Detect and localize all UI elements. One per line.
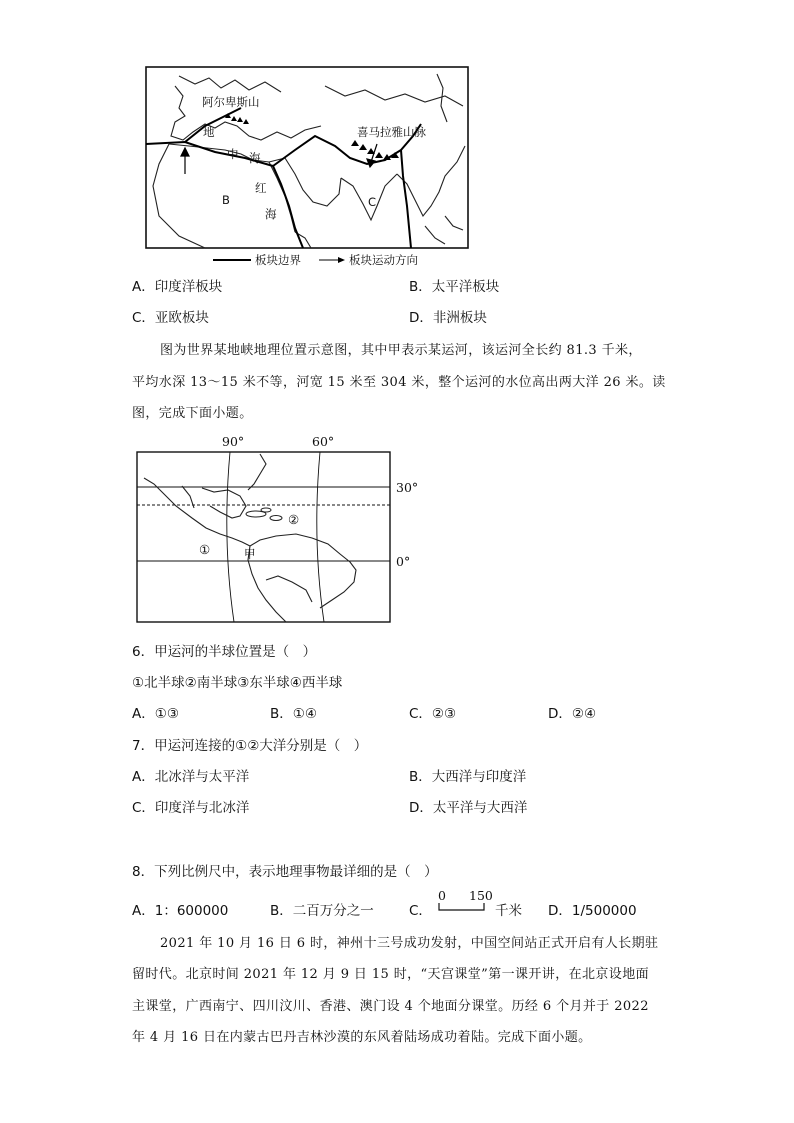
q7-option-c: C．印度洋与北冰洋 <box>132 800 250 816</box>
plate-map <box>145 66 470 271</box>
passage2-line3: 主课堂，广西南宁、四川汶川、香港、澳门设 4 个地面分课堂。历经 6 个月并于 2022 <box>132 999 649 1014</box>
scale-start-label: 0 <box>438 888 446 903</box>
q8-option-c-prefix: C． <box>409 903 432 919</box>
label-himalaya: 喜马拉雅山脉 <box>357 125 426 139</box>
passage2-line2: 留时代。北京时间 2021 年 12 月 9 日 15 时，“天宫课堂”第一课开讲，在北京设地面 <box>132 967 649 982</box>
map1-legend <box>213 253 418 267</box>
passage1-line2: 平均水深 13～15 米不等，河宽 15 米至 304 米，整个运河的水位高出两大洋 26 米。读 <box>132 375 666 390</box>
q6-choices: ①北半球②南半球③东半球④西半球 <box>132 675 343 691</box>
label-di: 地 <box>203 125 215 139</box>
scale-end-label: 150 <box>469 888 493 903</box>
label-plate-b: B <box>222 193 230 207</box>
q8-option-a: A．1：600000 <box>132 903 229 919</box>
label-lon-60: 60° <box>312 434 335 449</box>
q6-option-b: B．①④ <box>270 706 317 722</box>
label-hong: 红 <box>255 181 267 195</box>
q7-stem: 7．甲运河连接的①②大洋分别是（ ） <box>132 738 368 754</box>
q8-option-d: D．1/500000 <box>548 903 637 919</box>
label-hai-red: 海 <box>265 207 277 221</box>
q7-option-a: A．北冰洋与太平洋 <box>132 769 250 785</box>
legend-boundary: 板块边界 <box>255 253 301 267</box>
q7-option-b: B．大西洋与印度洋 <box>409 769 527 785</box>
label-lat-30: 30° <box>396 480 419 495</box>
passage1-line3: 图，完成下面小题。 <box>132 406 253 421</box>
label-hai-med: 海 <box>249 151 261 165</box>
q6-option-d: D．②④ <box>548 706 597 722</box>
q8-option-b: B．二百万分之一 <box>270 903 374 919</box>
passage1-line1: 图为世界某地峡地理位置示意图，其中甲表示某运河，该运河全长约 81.3 千米， <box>160 343 642 358</box>
q8-stem: 8．下列比例尺中，表示地理事物最详细的是（ ） <box>132 864 438 880</box>
q7-option-d: D．太平洋与大西洋 <box>409 800 528 816</box>
label-plate-c: C <box>368 195 377 209</box>
q6-option-a: A．①③ <box>132 706 179 722</box>
q5-option-d: D．非洲板块 <box>409 310 487 326</box>
q5-option-b: B．太平洋板块 <box>409 279 500 295</box>
q8-option-c-unit: 千米 <box>495 903 522 919</box>
isthmus-map <box>136 430 436 625</box>
label-alps: 阿尔卑斯山 <box>202 95 260 109</box>
line-scale-icon <box>436 888 496 916</box>
label-lat-0: 0° <box>396 554 411 569</box>
q6-option-c: C．②③ <box>409 706 457 722</box>
label-zhong: 中 <box>227 147 239 161</box>
q6-stem: 6．甲运河的半球位置是（ ） <box>132 644 317 660</box>
legend-motion: 板块运动方向 <box>349 253 418 267</box>
label-ocean-2: ② <box>288 512 300 527</box>
label-lon-90: 90° <box>222 434 245 449</box>
passage2-line1: 2021 年 10 月 16 日 6 时，神州十三号成功发射，中国空间站正式开启有人长期驻 <box>160 936 659 951</box>
label-canal: 甲 <box>244 547 256 561</box>
label-ocean-1: ① <box>199 542 211 557</box>
q5-option-c: C．亚欧板块 <box>132 310 209 326</box>
passage2-line4: 年 4 月 16 日在内蒙古巴丹吉林沙漠的东风着陆场成功着陆。完成下面小题。 <box>132 1030 592 1045</box>
q5-option-a: A．印度洋板块 <box>132 279 223 295</box>
